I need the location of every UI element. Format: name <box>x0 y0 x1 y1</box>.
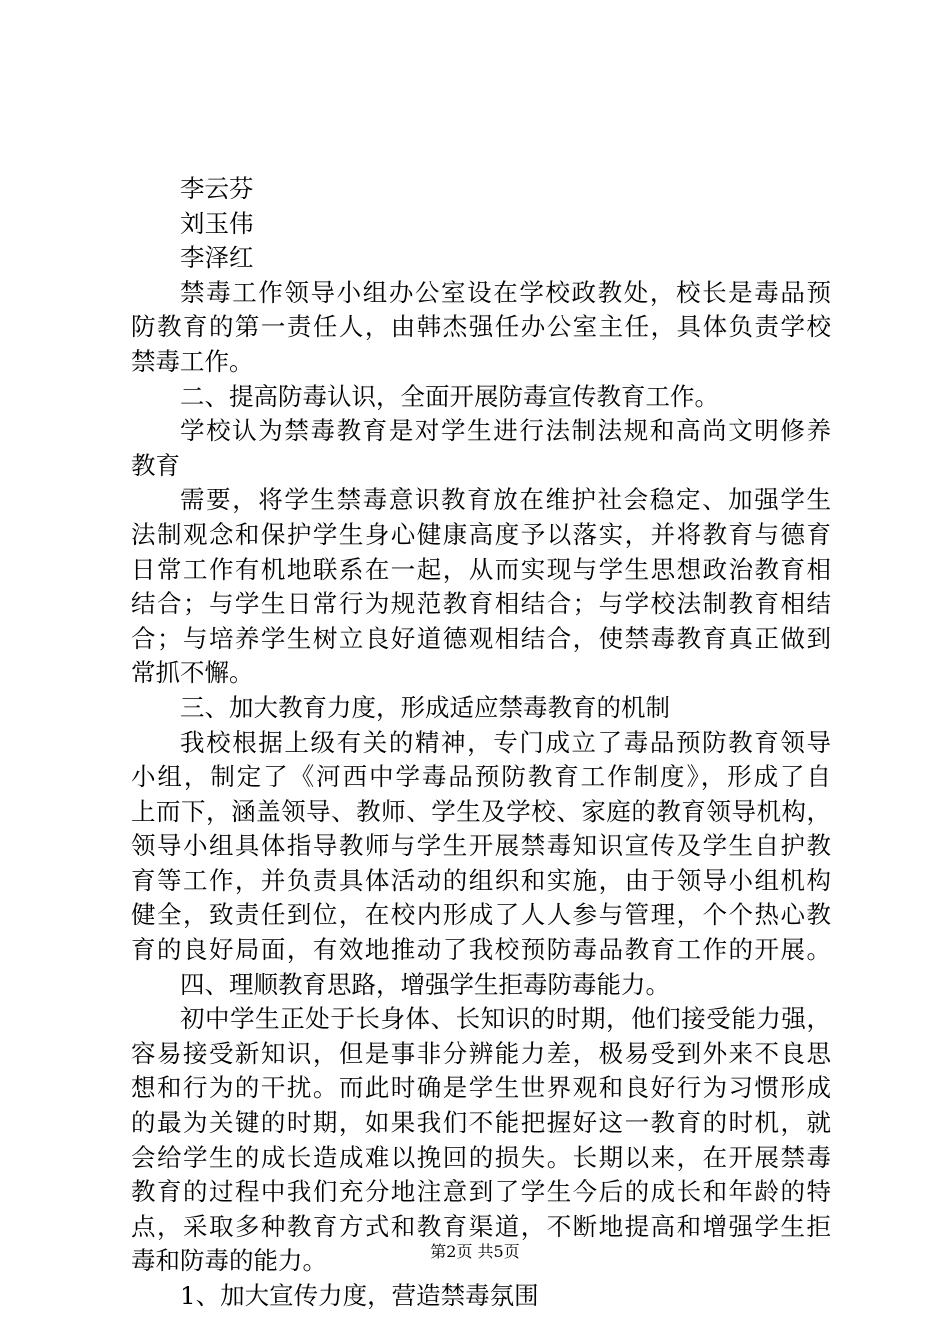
text-line: 学校认为禁毒教育是对学生进行法制法规和高尚文明修养 <box>180 416 831 446</box>
text-line: 禁毒工作。 <box>131 346 254 376</box>
text-line: 结合；与学生日常行为规范教育相结合；与学校法制教育相结 <box>131 589 831 619</box>
text-line: 点，采取多种教育方式和教育渠道，不断地提高和增强学生拒 <box>131 1211 831 1241</box>
text-line: 容易接受新知识，但是事非分辨能力差，极易受到外来不良思 <box>131 1038 831 1068</box>
text-line: 三、加大教育力度，形成适应禁毒教育的机制 <box>180 692 670 722</box>
text-line: 会给学生的成长造成难以挽回的损失。长期以来，在开展禁毒 <box>131 1142 831 1172</box>
document-body <box>131 172 831 1314</box>
text-line: 健全，致责任到位，在校内形成了人人参与管理，个个热心教 <box>131 900 831 930</box>
text-line: 四、理顺教育思路，增强学生拒毒防毒能力。 <box>180 969 670 999</box>
text-line: 禁毒工作领导小组办公室设在学校政教处，校长是毒品预 <box>180 277 831 307</box>
text-line: 领导小组具体指导教师与学生开展禁毒知识宣传及学生自护教 <box>131 831 831 861</box>
text-line: 二、提高防毒认识，全面开展防毒宣传教育工作。 <box>180 381 719 411</box>
text-line: 毒和防毒的能力。 <box>131 1246 327 1276</box>
text-line: 教育的过程中我们充分地注意到了学生今后的成长和年龄的特 <box>131 1177 831 1207</box>
text-line: 需要，将学生禁毒意识教育放在维护社会稳定、加强学生 <box>180 485 831 515</box>
text-line: 的最为关键的时期，如果我们不能把握好这一教育的时机，就 <box>131 1108 831 1138</box>
text-line: 育的良好局面，有效地推动了我校预防毒品教育工作的开展。 <box>131 935 831 965</box>
page-footer: 第2页 共5页 <box>430 1242 520 1261</box>
text-line: 教育 <box>131 450 180 480</box>
text-line: 李泽红 <box>180 243 254 273</box>
text-line: 想和行为的干扰。而此时确是学生世界观和良好行为习惯形成 <box>131 1073 831 1103</box>
text-line: 防教育的第一责任人，由韩杰强任办公室主任，具体负责学校 <box>131 312 831 342</box>
text-line: 常抓不懈。 <box>131 658 254 688</box>
text-line: 育等工作，并负责具体活动的组织和实施，由于领导小组机构 <box>131 865 831 895</box>
text-line: 刘玉伟 <box>180 208 254 238</box>
text-line: 日常工作有机地联系在一起，从而实现与学生思想政治教育相 <box>131 554 831 584</box>
text-line: 李云芬 <box>180 174 254 203</box>
text-line: 小组，制定了《河西中学毒品预防教育工作制度》，形成了自 <box>131 762 831 792</box>
text-line: 1、加大宣传力度，营造禁毒氛围 <box>180 1281 539 1310</box>
text-line: 法制观念和保护学生身心健康高度予以落实，并将教育与德育 <box>131 519 831 549</box>
text-line: 合；与培养学生树立良好道德观相结合，使禁毒教育真正做到 <box>131 623 831 653</box>
text-line: 初中学生正处于长身体、长知识的时期，他们接受能力强， <box>180 1004 831 1034</box>
text-line: 上而下，涵盖领导、教师、学生及学校、家庭的教育领导机构， <box>131 796 831 826</box>
text-line: 我校根据上级有关的精神，专门成立了毒品预防教育领导 <box>180 727 831 757</box>
